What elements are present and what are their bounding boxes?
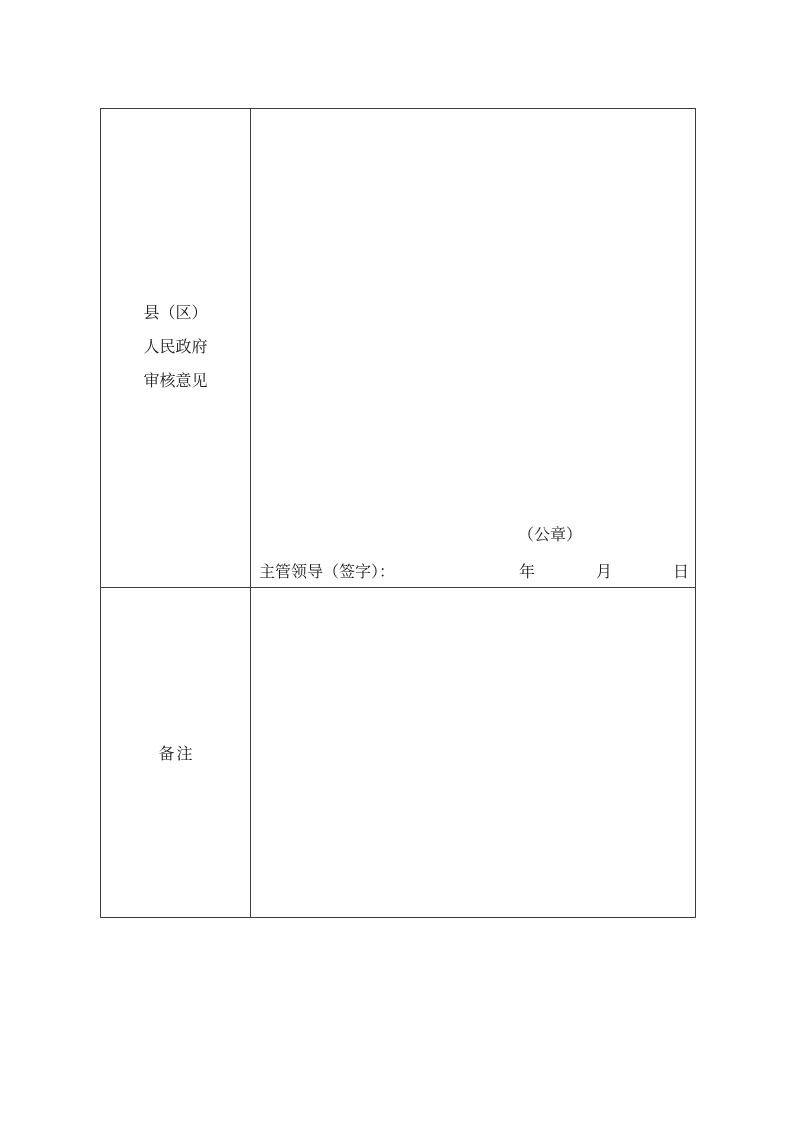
date-year-label: 年: [519, 564, 536, 581]
remarks-content-cell[interactable]: [251, 588, 695, 917]
date-day-label: 日: [673, 564, 690, 581]
review-label-line-2: 人民政府: [143, 339, 208, 356]
official-seal-placeholder: （公章）: [518, 527, 583, 544]
remarks-label: 备注: [158, 746, 195, 763]
review-label-line-3: 审核意见: [143, 373, 208, 390]
review-opinion-content-cell[interactable]: [251, 109, 695, 588]
date-month-label: 月: [596, 564, 613, 581]
review-label-line-1: 县（区）: [143, 305, 208, 322]
review-section-label-cell: [101, 109, 251, 588]
approval-form-table: [100, 108, 696, 918]
remarks-label-cell: [101, 588, 251, 917]
supervisor-signature-label: 主管领导（签字）：: [259, 564, 396, 581]
